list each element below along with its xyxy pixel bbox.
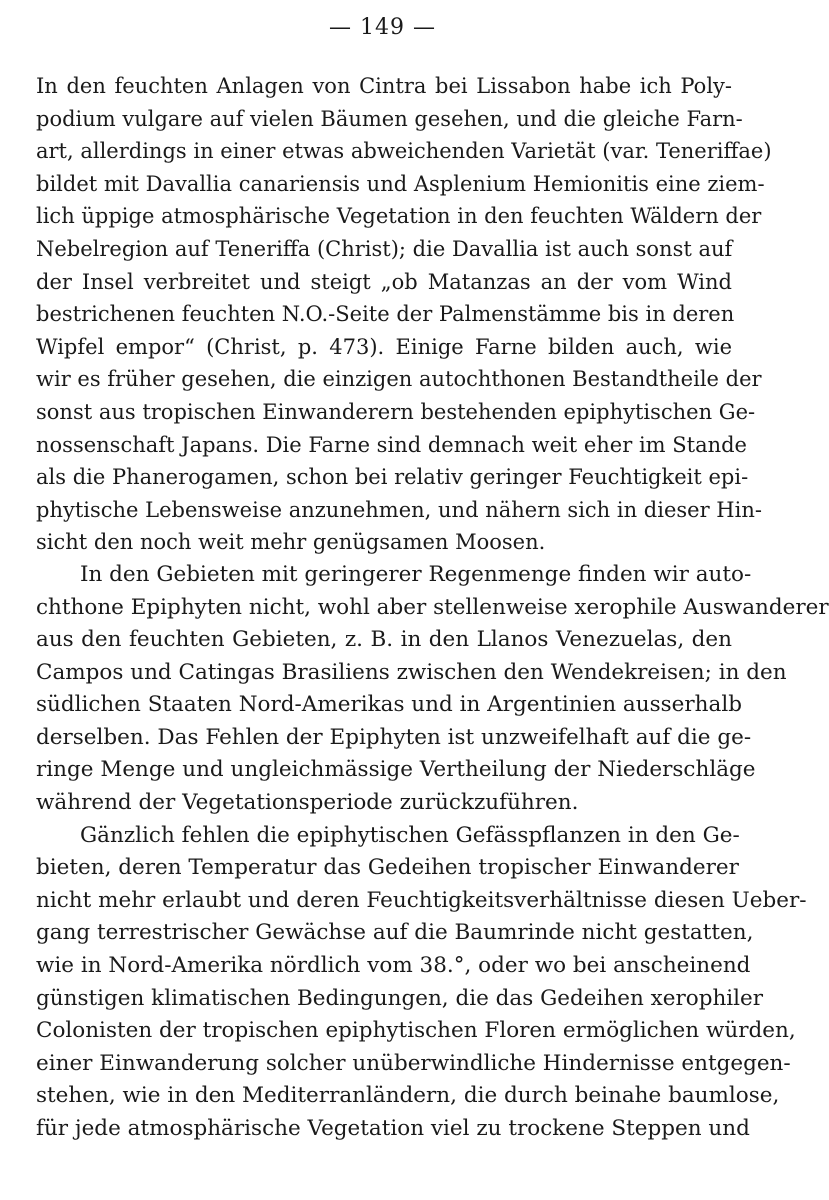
text-line: lich üppige atmosphärische Vegetation in den feuchten Wäldern der bbox=[36, 204, 762, 229]
text-line: sicht den noch weit mehr genügsamen Moosen. bbox=[36, 530, 546, 555]
text-line: südlichen Staaten Nord-Amerikas und in Argentinien ausserhalb bbox=[36, 692, 742, 718]
text-line: bieten, deren Temperatur das Gedeihen tropischer Einwanderer bbox=[36, 855, 739, 881]
text-line: gang terrestrischer Gewächse auf die Baumrinde nicht gestatten, bbox=[36, 920, 754, 946]
paragraph-1 bbox=[36, 70, 772, 559]
text-line: Nebelregion auf Teneriffa (Christ); die Davallia ist auch sonst auf bbox=[36, 236, 733, 261]
text-line: In den feuchten Anlagen von Cintra bei Lissabon habe ich Poly- bbox=[36, 74, 732, 98]
text-line: aus den feuchten Gebieten, z. B. in den Llanos Venezuelas, den bbox=[36, 627, 732, 653]
text-line: Gänzlich fehlen die epiphytischen Gefässpflanzen in den Ge- bbox=[80, 822, 740, 848]
text-line: Wipfel empor“ (Christ, p. 473). Einige Farne bilden auch, wie bbox=[36, 334, 732, 359]
page-number: — 149 — bbox=[329, 15, 436, 40]
body-text bbox=[36, 70, 829, 1146]
text-line: Campos und Catingas Brasiliens zwischen den Wendekreisen; in den bbox=[36, 659, 787, 685]
text-line: sonst aus tropischen Einwanderern bestehenden epiphytischen Ge- bbox=[36, 399, 756, 424]
text-line: bildet mit Davallia canariensis und Asplenium Hemionitis eine ziem- bbox=[36, 171, 765, 196]
text-line: chthone Epiphyten nicht, wohl aber stellenweise xerophile Auswanderer bbox=[36, 594, 829, 620]
text-line: wir es früher gesehen, die einzigen autochthonen Bestandtheile der bbox=[36, 367, 762, 392]
text-line: für jede atmosphärische Vegetation viel zu trockene Steppen und bbox=[36, 1116, 750, 1141]
text-line: Colonisten der tropischen epiphytischen Floren ermöglichen würden, bbox=[36, 1018, 796, 1044]
text-line: stehen, wie in den Mediterranländern, die durch beinahe baumlose, bbox=[36, 1083, 780, 1109]
paragraph-2 bbox=[36, 559, 829, 820]
text-line: phytische Lebensweise anzunehmen, und nähern sich in dieser Hin- bbox=[36, 497, 762, 522]
text-line: In den Gebieten mit geringerer Regenmenge finden wir auto- bbox=[80, 561, 752, 587]
text-line: derselben. Das Fehlen der Epiphyten ist unzweifelhaft auf die ge- bbox=[36, 724, 752, 750]
text-line: ringe Menge und ungleichmässige Vertheilung der Niederschläge bbox=[36, 757, 756, 783]
text-line: art, allerdings in einer etwas abweichenden Varietät (var. Teneriffae) bbox=[36, 139, 772, 164]
text-line: günstigen klimatischen Bedingungen, die das Gedeihen xerophiler bbox=[36, 985, 764, 1011]
text-line: als die Phanerogamen, schon bei relativ geringer Feuchtigkeit epi- bbox=[36, 465, 749, 490]
text-line: während der Vegetationsperiode zurückzuführen. bbox=[36, 790, 579, 816]
text-line: bestrichenen feuchten N.O.-Seite der Palmenstämme bis in deren bbox=[36, 302, 735, 327]
text-line: einer Einwanderung solcher unüberwindliche Hindernisse entgegen- bbox=[36, 1050, 791, 1076]
text-line: nossenschaft Japans. Die Farne sind demnach weit eher im Stande bbox=[36, 432, 747, 457]
text-line: der Insel verbreitet und steigt „ob Matanzas an der vom Wind bbox=[36, 269, 732, 294]
text-line: podium vulgare auf vielen Bäumen gesehen, und die gleiche Farn- bbox=[36, 106, 743, 131]
paragraph-3 bbox=[36, 820, 807, 1146]
text-line: wie in Nord-Amerika nördlich vom 38.°, oder wo bei anscheinend bbox=[36, 953, 751, 979]
text-line: nicht mehr erlaubt und deren Feuchtigkeitsverhältnisse diesen Ueber- bbox=[36, 887, 807, 913]
